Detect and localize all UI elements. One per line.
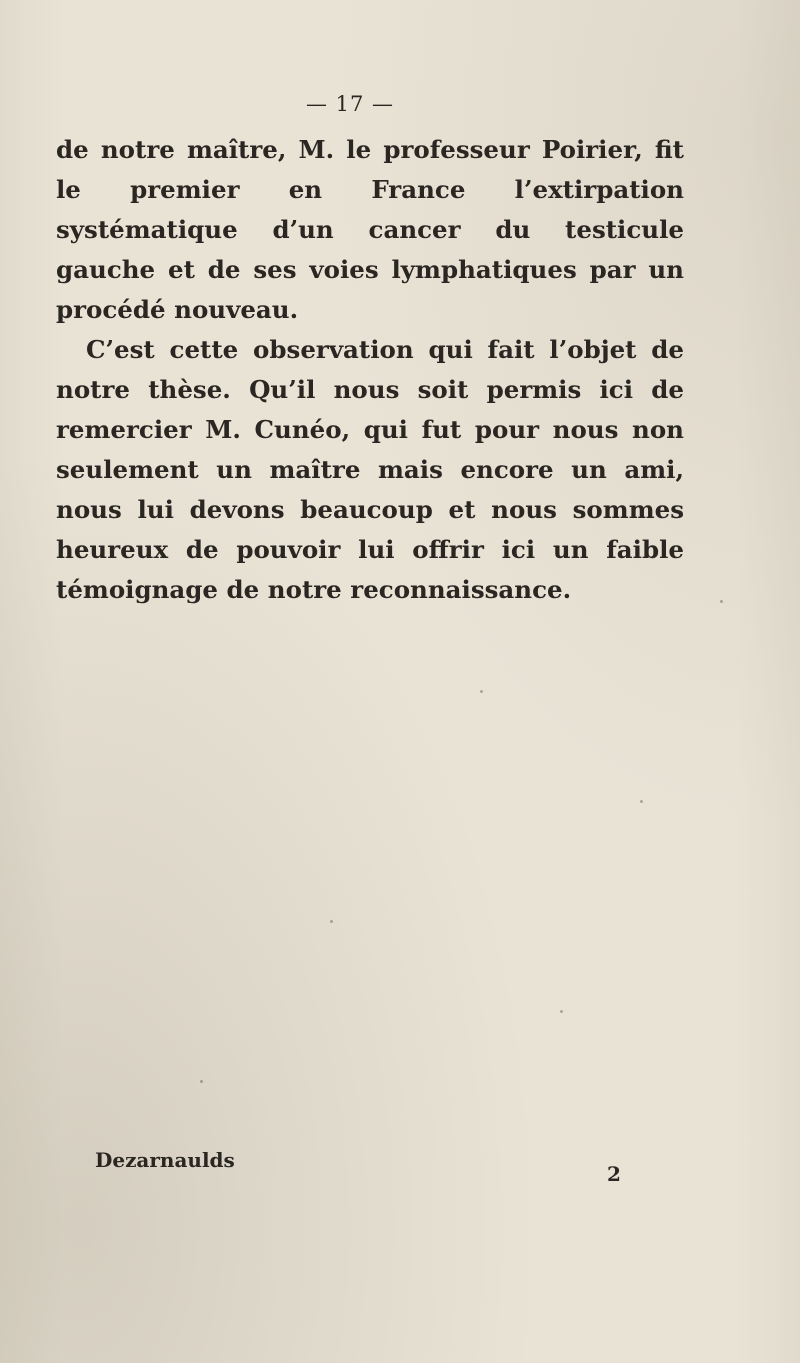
- paper-speck: [330, 920, 333, 923]
- page-number: — 17 —: [305, 92, 395, 116]
- paragraph: C’est cette observation qui fait l’objet de notre thèse. Qu’il nous soit permis ici de remercier M. Cunéo, qui fut pour nous non seulement un maître mais encore un ami, nous lui devons beaucoup et nous sommes heureux de pouvoir lui offrir ici un faible témoignage de notre reconnaissance.: [56, 335, 684, 604]
- sheet-number: 2: [607, 1162, 621, 1186]
- paper-speck: [560, 1010, 563, 1013]
- paper-speck: [200, 1080, 203, 1083]
- paper-speck: [480, 690, 483, 693]
- body-text: [56, 130, 684, 610]
- paragraph: de notre maître, M. le professeur Poirier, fit le premier en France l’extirpation systématique d’un cancer du testicule gauche et de ses voies lymphatiques par un procédé nouveau.: [56, 135, 684, 324]
- paper-speck: [720, 600, 723, 603]
- paper-speck: [640, 800, 643, 803]
- printer-signature: Dezarnaulds: [95, 1148, 235, 1172]
